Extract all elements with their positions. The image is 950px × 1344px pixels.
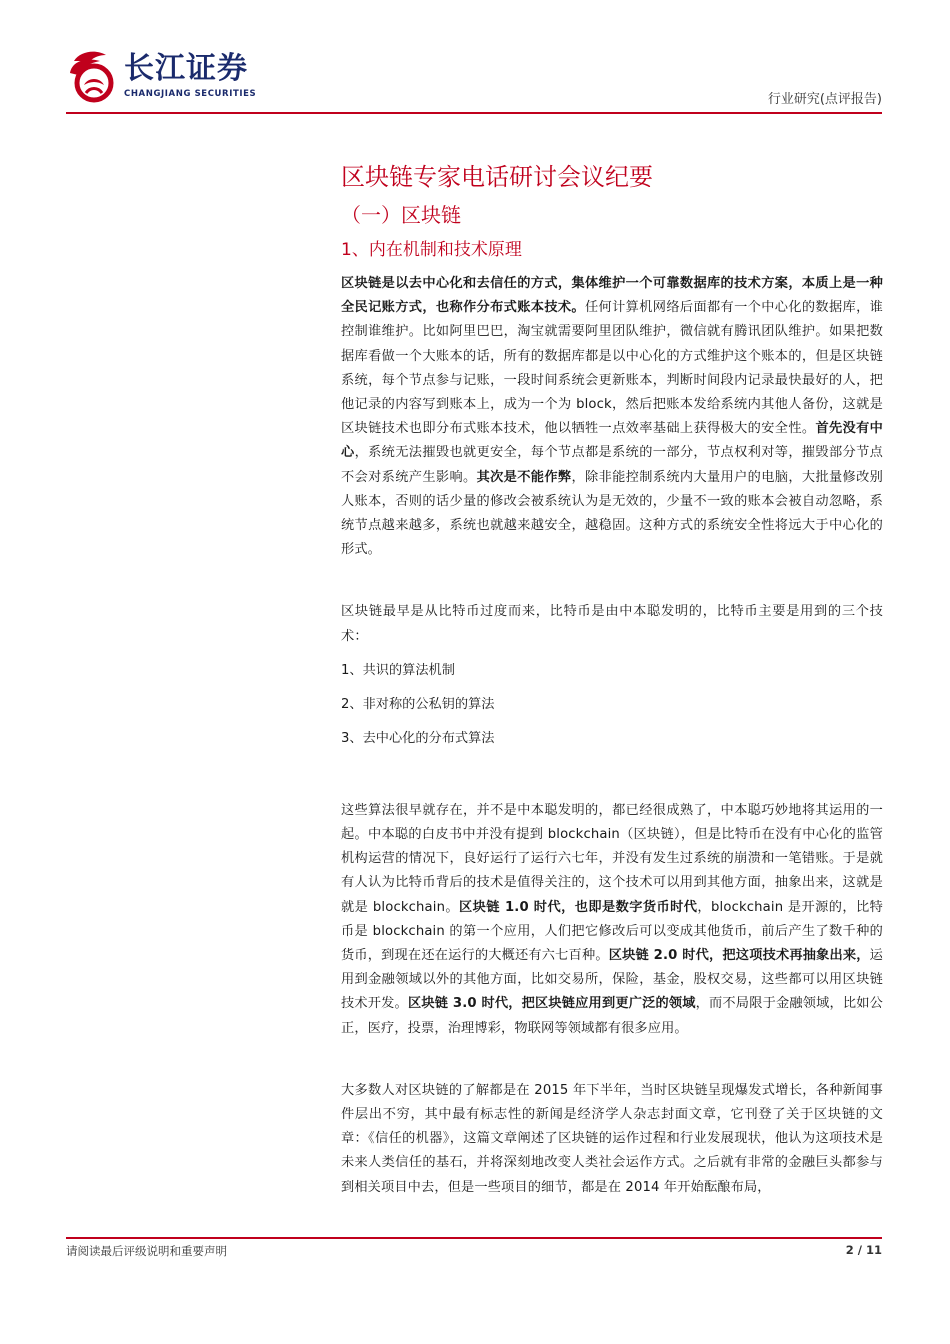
bold-no-center: 首先没有中心: [341, 421, 883, 461]
logo-chinese-name: 长江证券: [124, 51, 248, 86]
page-title: 区块链专家电话研讨会议纪要: [341, 163, 653, 191]
text-run: ，blockchain 是开源的，比特币是 blockchain 的第一个应用，人们把它修改后可以变成其他货币，前后产生了数千种的货币，到现在还在运行的大概还有六七百种。: [341, 899, 883, 964]
text-run: 这些算法很早就存在，并不是中本聪发明的，都已经很成熟了，中本聪巧妙地将其运用的一起。中本聪的白皮书中并没有提到 blockchain（区块链），但是比特币在没有中心化的监管机构运营的情况下，良好运行了运行六七年，并没有发生过系统的崩溃和一笔错账。于是就有人认为比特币背后的技术是值得关注的，这个技术可以用到其他方面，抽象出来，这就是就是 blockchain。: [341, 802, 883, 915]
footer-divider: [66, 1237, 882, 1239]
main-content: [341, 158, 883, 1200]
text-run: ，除非能控制系统内大量用户的电脑，大批量修改别人账本，否则的话少量的修改会被系统认为是无效的，少量不一致的账本会被自动忽略，系统节点越来越多，系统也就越来越安全，越稳固。这种方式的系统安全性将远大于中心化的形式。: [341, 469, 883, 558]
subsection-heading: 1、内在机制和技术原理: [341, 240, 522, 260]
bold-no-cheating: 其次是不能作弊: [476, 469, 572, 485]
report-type: 行业研究(点评报告): [767, 92, 882, 107]
spacer: [341, 761, 883, 799]
text-run: 任何计算机网络后面都有一个中心化的数据库，谁控制谁维护。比如阿里巴巴，淘宝就需要阿里团队维护，微信就有腾讯团队维护。如果把数据库看做一个大账本的话，所有的数据库都是以中心化的方式维护这个账本的，但是区块链系统，每个节点参与记账，一段时间系统会更新账本，判断时间段内记录最快最好的人，把他记录的内容写到账本上，成为一个为 block，然后把账本发给系统内其他人备份，这就是区块链技术也即分布式账本技术，他以牺牲一点效率基础上获得极大的安全性。: [341, 300, 883, 437]
text-run: ，而不局限于金融领域，比如公正，医疗，投票，治理博彩，物联网等领域都有很多应用。: [341, 996, 883, 1036]
company-logo: [66, 47, 286, 107]
header-divider: [66, 112, 882, 114]
paragraph-mechanism: [341, 272, 883, 562]
paragraph-bitcoin-origin: 区块链最早是从比特币过度而来，比特币是由中本聪发明的，比特币主要是用到的三个技术：: [341, 604, 883, 644]
spacer: [341, 1041, 883, 1079]
section-heading: （一）区块链: [341, 203, 461, 227]
logo-emblem-icon: [66, 47, 122, 105]
page-number: 2 / 11: [845, 1243, 882, 1257]
list-item: 2、非对称的公私钥的算法: [341, 696, 495, 712]
bold-era-1: 区块链 1.0 时代，也即是数字货币时代: [459, 899, 698, 915]
bold-era-3: 区块链 3.0 时代，把区块链应用到更广泛的领域: [407, 996, 696, 1012]
paragraph-2015-boom: 大多数人对区块链的了解都是在 2015 年下半年，当时区块链呈现爆发式增长，各种新闻事件层出不穷，其中最有标志性的新闻是经济学人杂志封面文章，它刊登了关于区块链的文章：《信任的机器》，这篇文章阐述了区块链的运作过程和行业发展现状，他认为这项技术是未来人类信任的基石，并将深刻地改变人类社会运作方式。之后就有非常的金融巨头都参与到相关项目中去，但是一些项目的细节，都是在 2014 年开始酝酿布局，: [341, 1082, 883, 1195]
logo-english-name: CHANGJIANG SECURITIES: [124, 89, 257, 99]
list-item: 3、去中心化的分布式算法: [341, 730, 495, 746]
list-item: 1、共识的算法机制: [341, 662, 455, 678]
spacer: [341, 649, 883, 659]
bold-definition: 区块链是以去中心化和去信任的方式，集体维护一个可靠数据库的技术方案，本质上是一种全民记账方式，也称作分布式账本技术。: [341, 276, 883, 316]
paragraph-blockchain-eras: [341, 799, 883, 1041]
footer-disclaimer: 请阅读最后评级说明和重要声明: [66, 1244, 227, 1258]
text-run: ，系统无法摧毁也就更安全，每个节点都是系统的一部分，节点权利对等，摧毁部分节点不会对系统产生影响。: [341, 445, 883, 485]
spacer: [341, 562, 883, 600]
text-run: 运用到金融领域以外的其他方面，比如交易所，保险，基金，股权交易，这些都可以用区块链技术开发。: [341, 948, 884, 1012]
bold-era-2: 区块链 2.0 时代，把这项技术再抽象出来，: [608, 948, 870, 964]
